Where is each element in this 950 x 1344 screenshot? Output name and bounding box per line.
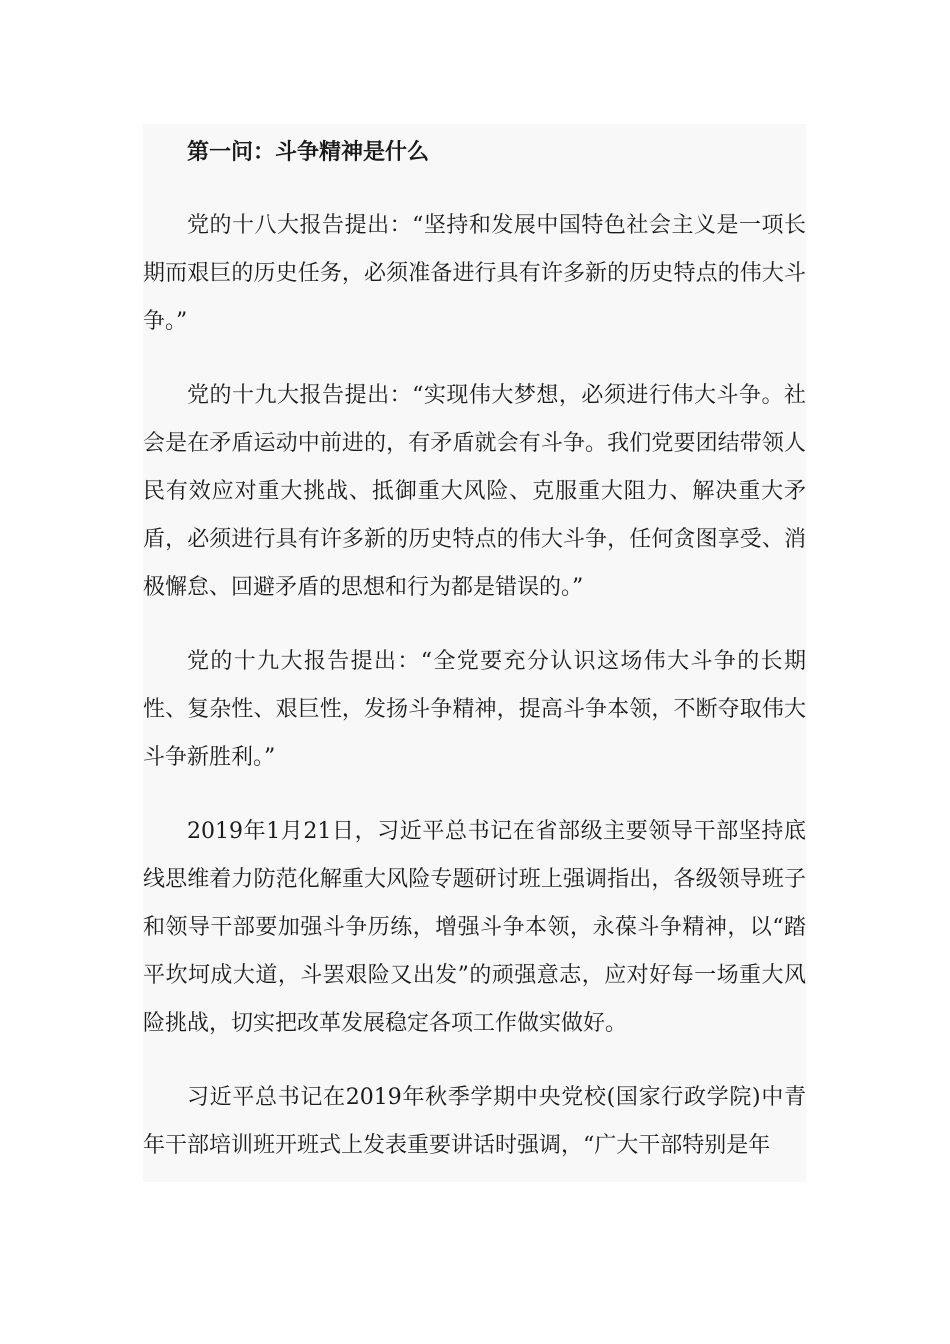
- paragraph-1: 党的十八大报告提出：“坚持和发展中国特色社会主义是一项长期而艰巨的历史任务，必须准备进行具有许多新的历史特点的伟大斗争。”: [143, 213, 806, 334]
- document-body: [143, 124, 806, 1170]
- section-heading: 第一问：斗争精神是什么: [187, 139, 430, 165]
- paragraph-5: 习近平总书记在2019年秋季学期中央党校(国家行政学院)中青年干部培训班开班式上发表重要讲话时强调，“广大干部特别是年: [143, 1085, 806, 1158]
- paragraph-4: 2019年1月21日，习近平总书记在省部级主要领导干部坚持底线思维着力防范化解重大风险专题研讨班上强调指出，各级领导班子和领导干部要加强斗争历练，增强斗争本领，永葆斗争精神，以“踏平坎坷成大道，斗罢艰险又出发”的顽强意志，应对好每一场重大风险挑战，切实把改革发展稳定各项工作做实做好。: [143, 819, 806, 1036]
- text-content-block: [143, 124, 806, 1182]
- paragraph-2: 党的十九大报告提出：“实现伟大梦想，必须进行伟大斗争。社会是在矛盾运动中前进的，有矛盾就会有斗争。我们党要团结带领人民有效应对重大挑战、抵御重大风险、克服重大阻力、解决重大矛盾，必须进行具有许多新的历史特点的伟大斗争，任何贪图享受、消极懈怠、回避矛盾的思想和行为都是错误的。”: [143, 383, 806, 600]
- paragraph-3: 党的十九大报告提出：“全党要充分认识这场伟大斗争的长期性、复杂性、艰巨性，发扬斗争精神，提高斗争本领，不断夺取伟大斗争新胜利。”: [143, 649, 806, 770]
